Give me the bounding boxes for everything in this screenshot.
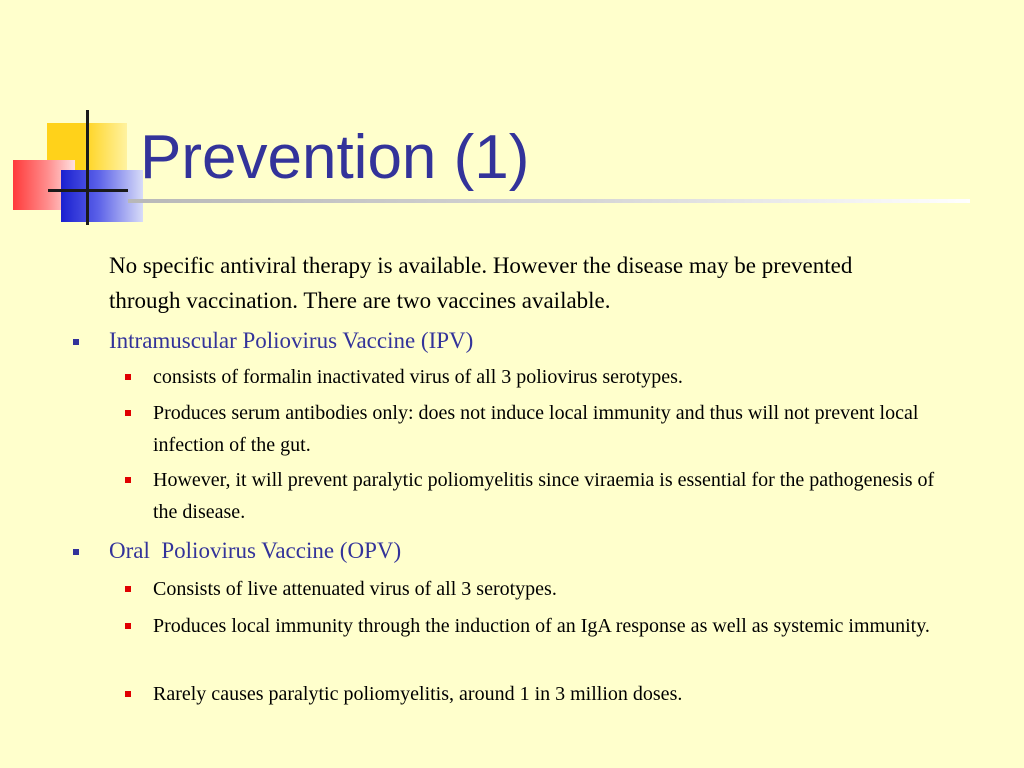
bullet-icon — [125, 623, 131, 629]
list-item — [153, 678, 963, 710]
list-item — [153, 573, 963, 605]
slide-title: Prevention (1) — [140, 123, 530, 192]
bullet-icon — [125, 477, 131, 483]
bullet-icon — [125, 586, 131, 592]
point-text: Rarely causes paralytic poliomyelitis, around 1 in 3 million doses. — [153, 683, 683, 705]
bullet-icon — [73, 339, 79, 345]
section-heading: Oral Poliovirus Vaccine (OPV) — [109, 538, 402, 563]
bullet-icon — [125, 691, 131, 697]
corner-squares-graphic — [0, 0, 160, 240]
title-divider — [128, 199, 970, 203]
list-item-ipv — [109, 326, 969, 356]
point-text: consists of formalin inactivated virus of all 3 poliovirus serotypes. — [153, 366, 683, 388]
list-item — [153, 397, 963, 461]
intro-paragraph: No specific antiviral therapy is available. However the disease may be prevented through vaccination. There are two vaccines available. — [109, 253, 853, 313]
vertical-line-shape — [86, 110, 89, 225]
section-heading: Intramuscular Poliovirus Vaccine (IPV) — [109, 328, 474, 353]
bullet-icon — [125, 410, 131, 416]
bullet-icon — [125, 374, 131, 380]
list-item — [153, 464, 963, 528]
bullet-icon — [73, 549, 79, 555]
blue-square-shape — [61, 170, 143, 222]
list-item — [153, 610, 963, 642]
list-item — [153, 361, 963, 393]
point-text: Produces serum antibodies only: does not induce local immunity and thus will not prevent local infection of the gut. — [153, 402, 919, 456]
point-text: However, it will prevent paralytic poliomyelitis since viraemia is essential for the pathogenesis of the disease. — [153, 469, 935, 523]
point-text: Consists of live attenuated virus of all 3 serotypes. — [153, 578, 557, 600]
point-text: Produces local immunity through the induction of an IgA response as well as systemic immunity. — [153, 615, 930, 637]
horizontal-line-shape — [48, 189, 128, 192]
list-item-opv — [109, 536, 969, 566]
